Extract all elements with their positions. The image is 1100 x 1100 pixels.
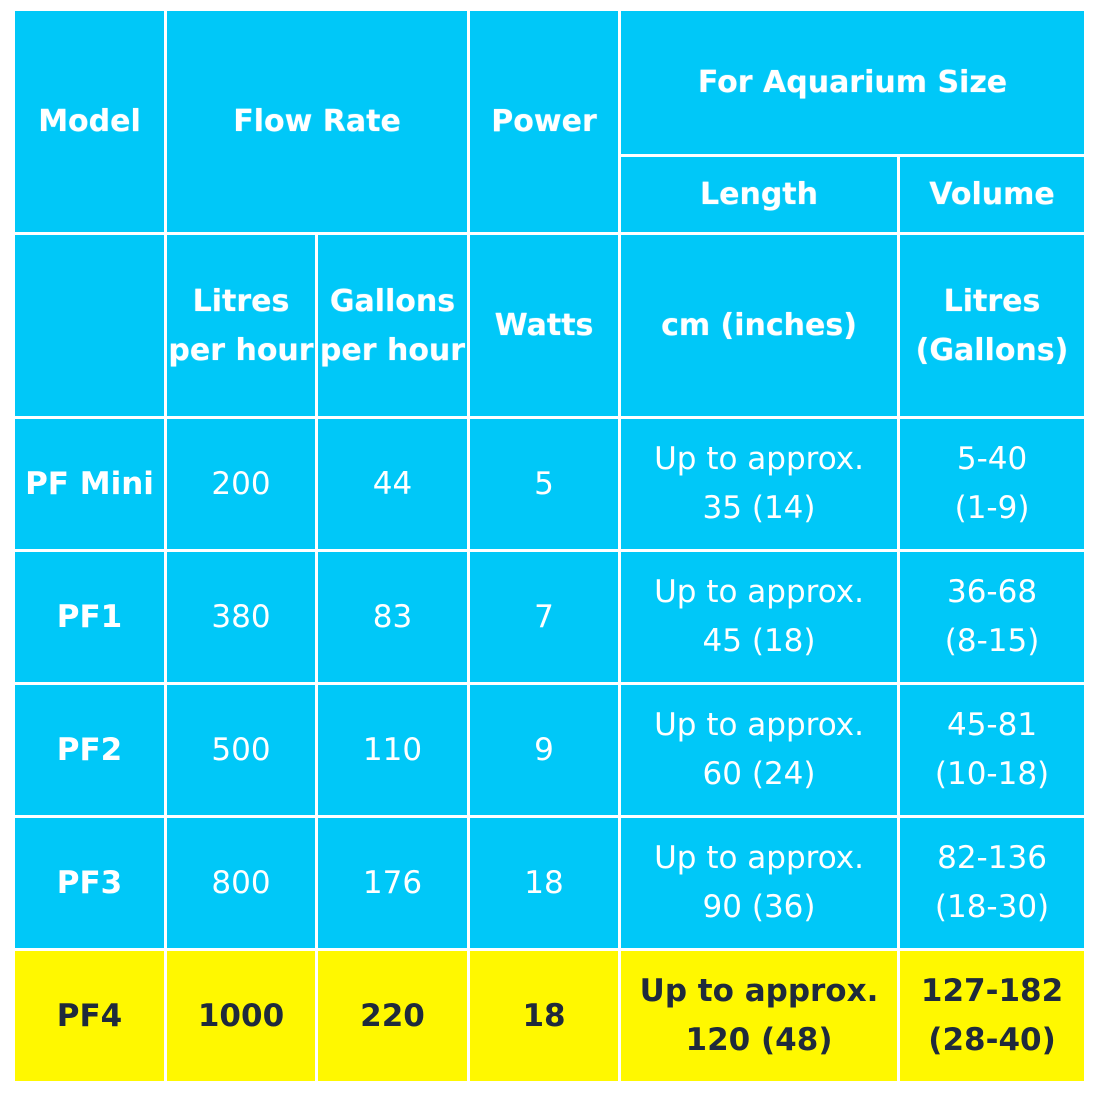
cell-gallons-per-hour: 110 [317,684,469,817]
cell-litres-per-hour: 1000 [166,950,317,1083]
cell-litres-per-hour: 200 [166,418,317,551]
cell-litres-per-hour: 800 [166,817,317,950]
cell-watts: 5 [469,418,620,551]
cell-length: Up to approx. 60 (24) [620,684,899,817]
table-row [14,418,1086,551]
cell-model: PF Mini [14,418,166,551]
cell-watts: 18 [469,950,620,1083]
unit-gallons-per-hour: Gallons per hour [317,234,469,418]
header-length: Length [620,155,899,233]
cell-model: PF1 [14,551,166,684]
unit-cm-inches: cm (inches) [620,234,899,418]
unit-litres-per-hour: Litres per hour [166,234,317,418]
unit-watts: Watts [469,234,620,418]
cell-litres-per-hour: 380 [166,551,317,684]
cell-volume: 82-136 (18-30) [899,817,1086,950]
cell-watts: 9 [469,684,620,817]
cell-length: Up to approx. 45 (18) [620,551,899,684]
table-row [14,817,1086,950]
header-flow-rate: Flow Rate [166,10,469,234]
units-model-empty [14,234,166,418]
cell-model: PF4 [14,950,166,1083]
cell-gallons-per-hour: 220 [317,950,469,1083]
cell-gallons-per-hour: 176 [317,817,469,950]
cell-length: Up to approx. 35 (14) [620,418,899,551]
cell-gallons-per-hour: 83 [317,551,469,684]
cell-length: Up to approx. 120 (48) [620,950,899,1083]
cell-litres-per-hour: 500 [166,684,317,817]
pump-spec-table [12,8,1087,1084]
header-row-top [14,10,1086,156]
table-row-highlighted [14,950,1086,1083]
cell-gallons-per-hour: 44 [317,418,469,551]
header-aquarium-size: For Aquarium Size [620,10,1086,156]
cell-volume: 36-68 (8-15) [899,551,1086,684]
cell-model: PF3 [14,817,166,950]
unit-litres-gallons: Litres (Gallons) [899,234,1086,418]
header-power: Power [469,10,620,234]
units-row [14,234,1086,418]
header-model: Model [14,10,166,234]
cell-model: PF2 [14,684,166,817]
cell-volume: 127-182 (28-40) [899,950,1086,1083]
cell-length: Up to approx. 90 (36) [620,817,899,950]
cell-volume: 5-40 (1-9) [899,418,1086,551]
cell-watts: 18 [469,817,620,950]
cell-volume: 45-81 (10-18) [899,684,1086,817]
table-row [14,551,1086,684]
header-volume: Volume [899,155,1086,233]
table-row [14,684,1086,817]
cell-watts: 7 [469,551,620,684]
